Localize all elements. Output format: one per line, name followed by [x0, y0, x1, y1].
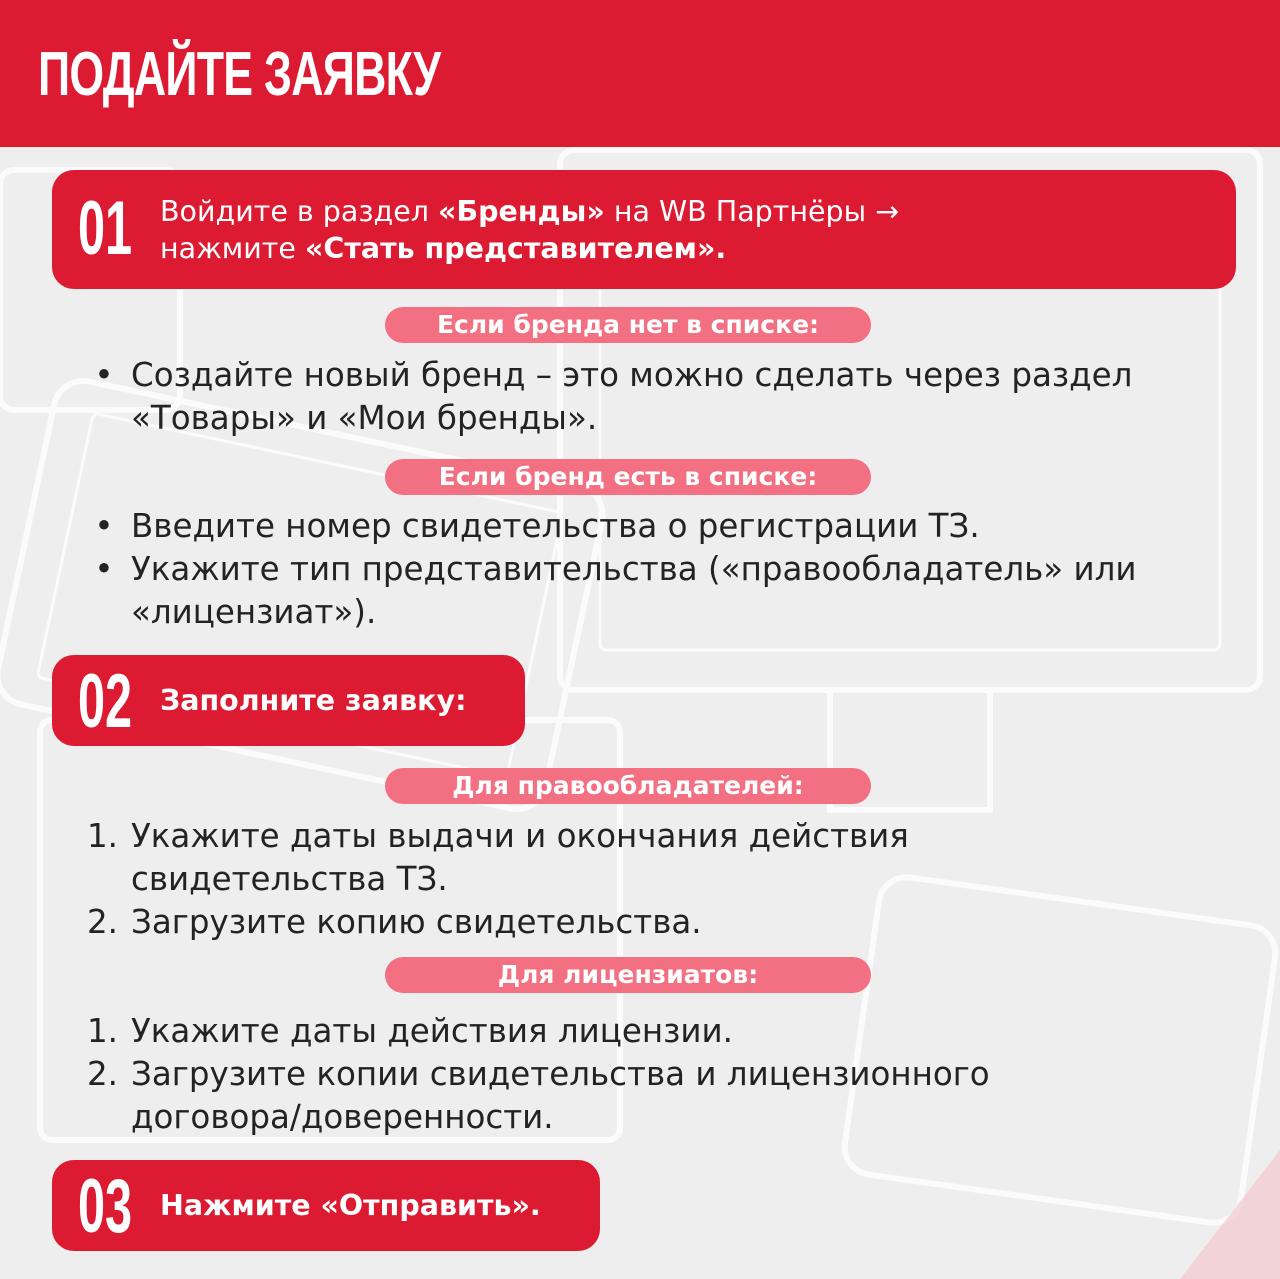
step-02-text: Заполните заявку: — [160, 684, 467, 717]
step-02-box — [52, 655, 525, 746]
list-item — [84, 1010, 990, 1053]
list-item-line-1: Укажите даты действия лицензии. — [131, 1012, 733, 1050]
step-01-line-2 — [160, 230, 899, 267]
number-marker: 1. — [87, 817, 119, 855]
step-01-line-2-pre: нажмите — [160, 232, 305, 265]
licensees-list — [84, 1010, 990, 1139]
list-item — [84, 815, 909, 901]
bullet-marker: • — [94, 550, 114, 588]
section-heading-brand-present: Если бренд есть в списке: — [385, 459, 871, 495]
list-item-line-1: Создайте новый бренд – это можно сделать через раздел — [131, 356, 1133, 394]
step-01-line-1-bold: «Бренды» — [438, 195, 605, 228]
list-item — [84, 505, 1137, 548]
list-item-line-2: «лицензиат»). — [131, 593, 377, 631]
list-item-line-1: Введите номер свидетельства о регистрации ТЗ. — [131, 507, 980, 545]
step-01-line-1-pre: Войдите в раздел — [160, 195, 439, 228]
list-item-line-1: Укажите тип представительства («правообладатель» или — [131, 550, 1137, 588]
brand-missing-list — [84, 354, 1132, 440]
number-marker: 2. — [87, 903, 119, 941]
step-03-text: Нажмите «Отправить». — [160, 1189, 541, 1222]
list-item-line-1: Загрузите копии свидетельства и лицензионного — [131, 1055, 990, 1093]
step-01-text — [160, 193, 899, 267]
list-item-line-2: договора/доверенности. — [131, 1098, 554, 1136]
list-item — [84, 548, 1137, 634]
step-01-box — [52, 170, 1236, 289]
bullet-marker: • — [94, 507, 114, 545]
section-heading-rights-holders: Для правообладателей: — [385, 768, 871, 804]
list-item — [84, 1053, 990, 1139]
step-number: 01 — [78, 186, 133, 271]
header-bar — [0, 0, 1280, 147]
step-number: 02 — [78, 659, 133, 744]
rights-holders-list — [84, 815, 909, 944]
bullet-marker: • — [94, 356, 114, 394]
step-01-line-2-bold: «Стать представителем». — [305, 232, 727, 265]
list-item-line-1: Загрузите копию свидетельства. — [131, 903, 702, 941]
list-item-line-1: Укажите даты выдачи и окончания действия — [131, 817, 909, 855]
page-title: ПОДАЙТЕ ЗАЯВКУ — [38, 40, 441, 109]
step-03-box — [52, 1160, 600, 1251]
list-item — [84, 901, 909, 944]
step-01-line-1 — [160, 193, 899, 230]
list-item-line-2: свидетельства ТЗ. — [131, 860, 448, 898]
step-01-line-1-post: на WB Партнёры → — [604, 195, 900, 228]
list-item-line-2: «Товары» и «Мои бренды». — [131, 399, 598, 437]
step-number: 03 — [78, 1164, 133, 1249]
number-marker: 2. — [87, 1055, 119, 1093]
list-item — [84, 354, 1132, 440]
number-marker: 1. — [87, 1012, 119, 1050]
section-heading-licensees: Для лицензиатов: — [385, 957, 871, 993]
brand-present-list — [84, 505, 1137, 634]
section-heading-brand-missing: Если бренда нет в списке: — [385, 307, 871, 343]
